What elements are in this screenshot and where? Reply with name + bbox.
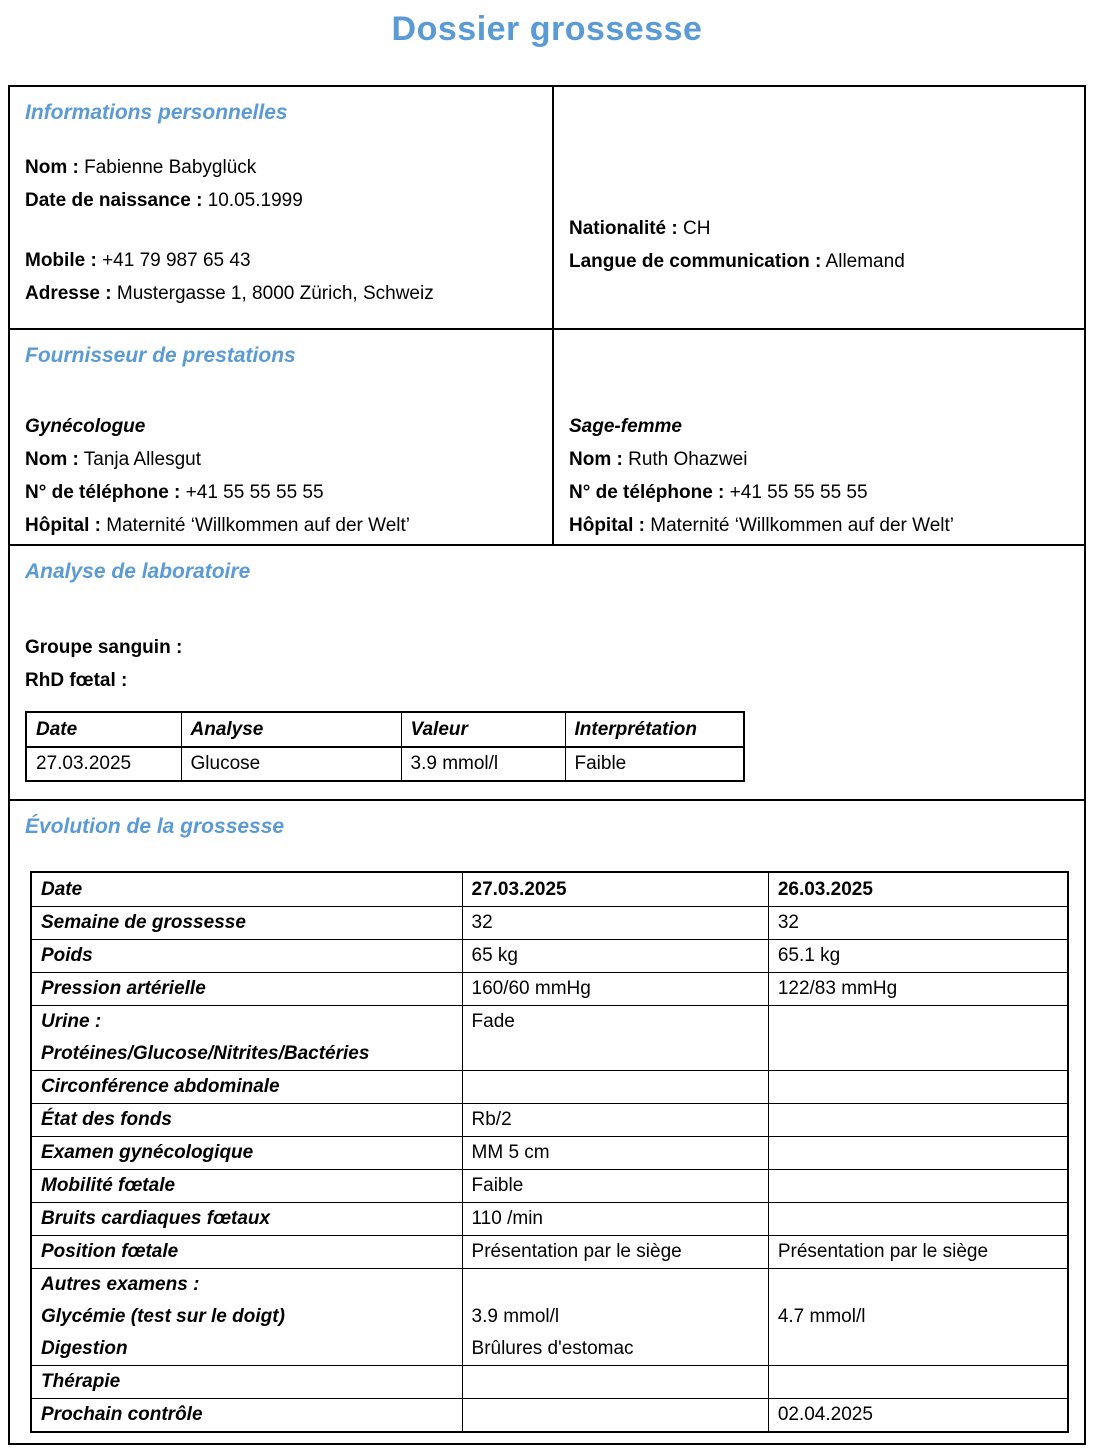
section-evolution [10,801,1084,1443]
cell-line: Poids [41,945,93,966]
lab-table-row [26,747,744,781]
field-label: N° de téléphone : [25,482,181,503]
cell-line: Présentation par le siège [777,1241,989,1262]
cell-label [31,973,462,1006]
lab-table [25,711,745,782]
cell-label [31,1137,462,1170]
cell-label [31,1236,462,1269]
evolution-table [30,871,1069,1433]
section-heading-lab: Analyse de laboratoire [25,560,251,583]
cell-label [31,940,462,973]
field-label: Langue de communication : [569,251,822,272]
cell-line: Digestion [41,1338,128,1359]
field-mobile [25,244,537,277]
cell-value-1 [462,1236,768,1269]
field-label: N° de téléphone : [569,482,725,503]
table-row [31,973,1068,1006]
personal-right-cell [554,87,1084,328]
lab-fields [25,631,1069,697]
section-heading-providers: Fournisseur de prestations [25,344,296,367]
cell-label [31,1366,462,1399]
field-nom [25,151,537,184]
cell-line [472,1071,759,1103]
spacer [25,217,537,244]
section-providers [10,330,1084,546]
cell-value-2 [768,1269,1068,1366]
field-telephone [569,476,1084,509]
page-title: Dossier grossesse [391,10,703,48]
cell-value-1 [462,1006,768,1071]
cell-value-1 [462,973,768,1006]
cell-label [31,1071,462,1104]
table-row [31,1071,1068,1104]
cell-line: 65.1 kg [777,945,841,966]
evolution-header-date-2: 26.03.2025 [768,872,1068,907]
personal-fields [25,151,537,310]
table-row [31,907,1068,940]
cell-line [778,1366,1058,1398]
cell-line: Pression artérielle [41,978,206,999]
field-value: +41 79 987 65 43 [102,250,251,271]
cell-line: État des fonds [41,1109,172,1130]
table-row [31,1104,1068,1137]
field-langue [569,245,1084,278]
evolution-header-row [31,872,1068,907]
lab-cell-analyse: Glucose [181,747,401,781]
cell-value-2 [768,1366,1068,1399]
cell-label [31,1104,462,1137]
field-label: Mobile : [25,250,97,271]
cell-label [31,1006,462,1071]
cell-line: Autres examens : [41,1274,200,1295]
section-heading-evolution: Évolution de la grossesse [25,815,285,838]
cell-line: Prochain contrôle [41,1404,203,1425]
lab-header-date: Date [26,712,181,747]
table-row [31,1006,1068,1071]
cell-line [778,1137,1058,1169]
table-row [31,1137,1068,1170]
cell-line: 160/60 mmHg [471,978,591,999]
field-label: Nom : [569,449,623,470]
field-value: Maternité ‘Willkommen auf der Welt’ [106,515,411,536]
evolution-table-body [31,907,1068,1433]
cell-value-2 [768,1006,1068,1071]
lab-table-header-row [26,712,744,747]
lab-cell-date: 27.03.2025 [26,747,181,781]
cell-label [31,1269,462,1366]
cell-value-1 [462,1269,768,1366]
cell-line [778,1071,1058,1103]
field-hopital [569,509,1084,542]
field-label: Nom : [25,449,79,470]
cell-value-2 [768,973,1068,1006]
cell-value-1 [462,1071,768,1104]
field-rhd-foetal: RhD fœtal : [25,670,128,691]
cell-value-1 [462,1104,768,1137]
field-value: 10.05.1999 [207,190,303,211]
cell-line: Rb/2 [471,1109,512,1130]
table-row [31,1269,1068,1366]
cell-value-2 [768,1170,1068,1203]
cell-label [31,1399,462,1433]
cell-line: 3.9 mmol/l [471,1306,560,1327]
cell-value-2 [768,1236,1068,1269]
cell-value-2 [768,940,1068,973]
lab-header-analyse: Analyse [181,712,401,747]
provider-role: Gynécologue [25,416,146,437]
cell-value-1 [462,1399,768,1433]
field-label: Adresse : [25,283,112,304]
field-value: Fabienne Babyglück [84,157,257,178]
table-row [31,1203,1068,1236]
cell-label [31,1170,462,1203]
provider-role: Sage-femme [569,416,682,437]
cell-line: MM 5 cm [471,1142,550,1163]
field-date-naissance [25,184,537,217]
cell-line: Semaine de grossesse [41,912,246,933]
cell-value-2 [768,1399,1068,1433]
field-nom [25,443,537,476]
lab-header-valeur: Valeur [401,712,565,747]
cell-line: Brûlures d'estomac [471,1338,634,1359]
cell-value-1 [462,1137,768,1170]
provider-midwife-cell [554,330,1084,544]
personal-left-cell [10,87,554,328]
cell-line [778,1269,1058,1301]
field-label: Hôpital : [569,515,645,536]
cell-line [778,1104,1058,1136]
cell-label [31,1203,462,1236]
cell-value-2 [768,1203,1068,1236]
section-heading-personal: Informations personnelles [25,101,288,124]
cell-value-1 [462,1366,768,1399]
cell-value-2 [768,1104,1068,1137]
cell-line [472,1366,759,1398]
cell-line [778,1006,1058,1038]
table-row [31,940,1068,973]
cell-value-2 [768,1071,1068,1104]
cell-line: 4.7 mmol/l [777,1306,866,1327]
cell-line [778,1203,1058,1235]
field-value: Maternité ‘Willkommen auf der Welt’ [650,515,955,536]
cell-line: Protéines/Glucose/Nitrites/Bactéries [41,1043,370,1064]
field-adresse [25,277,537,310]
field-hopital [25,509,537,542]
cell-line: Mobilité fœtale [41,1175,176,1196]
field-value: Ruth Ohazwei [628,449,748,470]
cell-line [472,1269,759,1301]
cell-line: 32 [777,912,799,933]
cell-value-2 [768,1137,1068,1170]
cell-value-1 [462,1170,768,1203]
cell-line: Bruits cardiaques fœtaux [41,1208,271,1229]
table-row [31,1366,1068,1399]
cell-value-1 [462,907,768,940]
gynecologist-block [25,410,537,542]
field-label: Nom : [25,157,79,178]
section-personal-info [10,87,1084,330]
cell-line: Thérapie [41,1371,121,1392]
evolution-header-date-1: 27.03.2025 [462,872,768,907]
cell-line: 110 /min [471,1208,543,1229]
cell-line: 122/83 mmHg [777,978,898,999]
lab-cell-valeur: 3.9 mmol/l [401,747,565,781]
cell-value-1 [462,940,768,973]
field-value: +41 55 55 55 55 [729,482,868,503]
table-row [31,1399,1068,1433]
field-value: Allemand [825,251,905,272]
field-value: Tanja Allesgut [83,449,202,470]
field-value: +41 55 55 55 55 [185,482,324,503]
field-value: CH [683,218,711,239]
lab-header-interpretation: Interprétation [565,712,744,747]
table-row [31,1170,1068,1203]
cell-value-1 [462,1203,768,1236]
document-body [8,85,1086,1445]
cell-line: Fade [471,1011,515,1032]
cell-line: Circonférence abdominale [41,1076,280,1097]
cell-line: Faible [471,1175,524,1196]
field-value: Mustergasse 1, 8000 Zürich, Schweiz [116,283,434,304]
field-label: Hôpital : [25,515,101,536]
evolution-header-label: Date [31,872,462,907]
provider-gynecologist-cell [10,330,554,544]
cell-line [472,1399,759,1431]
cell-line: Examen gynécologique [41,1142,254,1163]
cell-line: 65 kg [471,945,518,966]
cell-value-2 [768,907,1068,940]
table-row [31,1236,1068,1269]
cell-line: Présentation par le siège [471,1241,682,1262]
field-label: Nationalité : [569,218,678,239]
field-nationalite [569,212,1084,245]
cell-line: Urine : [41,1011,102,1032]
field-nom [569,443,1084,476]
cell-label [31,907,462,940]
cell-line: 02.04.2025 [777,1404,873,1425]
field-groupe-sanguin: Groupe sanguin : [25,637,183,658]
cell-line [778,1333,1058,1365]
cell-line: Glycémie (test sur le doigt) [41,1306,285,1327]
cell-line: 32 [471,912,493,933]
cell-line [778,1170,1058,1202]
section-lab-analysis [10,546,1084,801]
field-label: Date de naissance : [25,190,203,211]
field-telephone [25,476,537,509]
cell-line: Position fœtale [41,1241,179,1262]
lab-cell-interpretation: Faible [565,747,744,781]
